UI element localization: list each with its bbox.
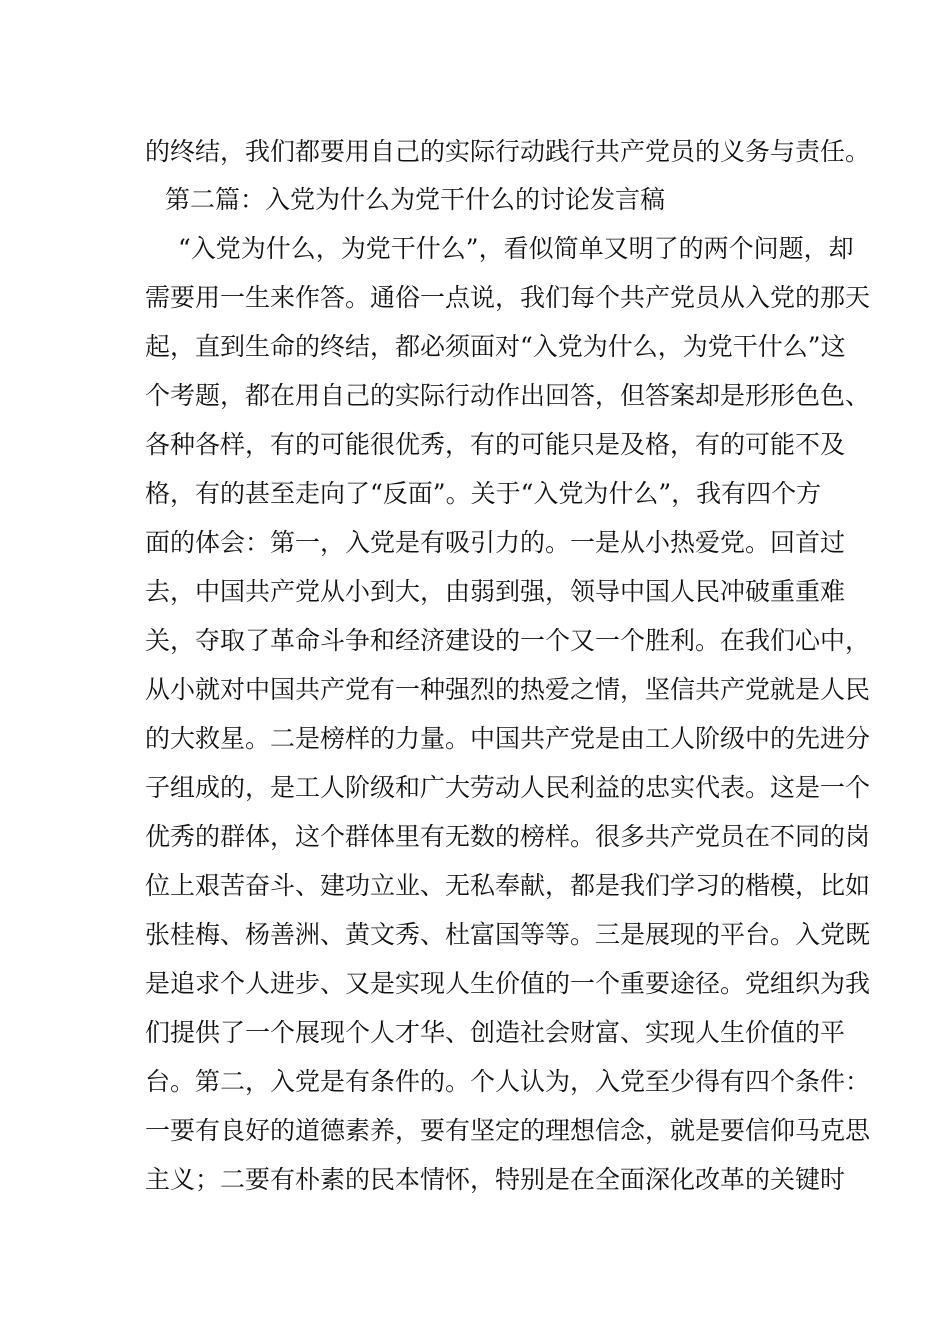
text-line: 主义；二要有朴素的民本情怀，特别是在全面深化改革的关键时 <box>145 1165 846 1194</box>
text-line: 台。第二，入党是有条件的。个人认为，入党至少得有四个条件： <box>145 1067 871 1096</box>
text-line: 一要有良好的道德素养，要有坚定的理想信念，就是要信仰马克思 <box>145 1116 871 1145</box>
text-line: 起，直到生命的终结，都必须面对“入党为什么，为党干什么”这 <box>145 332 846 361</box>
text-line: 面的体会：第一，入党是有吸引力的。一是从小热爱党。回首过 <box>145 528 846 557</box>
text-line: 优秀的群体，这个群体里有无数的榜样。很多共产党员在不同的岗 <box>145 822 871 851</box>
text-line: 格，有的甚至走向了“反面”。关于“入党为什么”，我有四个方 <box>145 479 822 508</box>
text-line: 关，夺取了革命斗争和经济建设的一个又一个胜利。在我们心中， <box>145 626 871 655</box>
text-line: 位上艰苦奋斗、建功立业、无私奉献，都是我们学习的楷模，比如 <box>145 871 871 900</box>
section-heading: 第二篇：入党为什么为党干什么的讨论发言稿 <box>165 185 666 214</box>
text-line: 的终结，我们都要用自己的实际行动践行共产党员的义务与责任。 <box>145 137 871 166</box>
text-line: 从小就对中国共产党有一种强烈的热爱之情，坚信共产党就是人民 <box>145 675 871 704</box>
text-line: 张桂梅、杨善洲、黄文秀、杜富国等等。三是展现的平台。入党既 <box>145 920 871 949</box>
text-line: 各种各样，有的可能很优秀，有的可能只是及格，有的可能不及 <box>145 430 846 459</box>
text-line: 们提供了一个展现个人才华、创造社会财富、实现人生价值的平 <box>145 1018 846 1047</box>
text-line: 个考题，都在用自己的实际行动作出回答，但答案却是形形色色、 <box>145 381 871 410</box>
text-line: 的大救星。二是榜样的力量。中国共产党是由工人阶级中的先进分 <box>145 724 871 753</box>
text-line: 去，中国共产党从小到大，由弱到强，领导中国人民冲破重重难 <box>145 577 846 606</box>
text-line: 是追求个人进步、又是实现人生价值的一个重要途径。党组织为我 <box>145 969 871 998</box>
text-line: 子组成的，是工人阶级和广大劳动人民利益的忠实代表。这是一个 <box>145 773 871 802</box>
text-line: “入党为什么，为党干什么”，看似简单又明了的两个问题，却 <box>178 234 854 263</box>
text-line: 需要用一生来作答。通俗一点说，我们每个共产党员从入党的那天 <box>145 283 871 312</box>
